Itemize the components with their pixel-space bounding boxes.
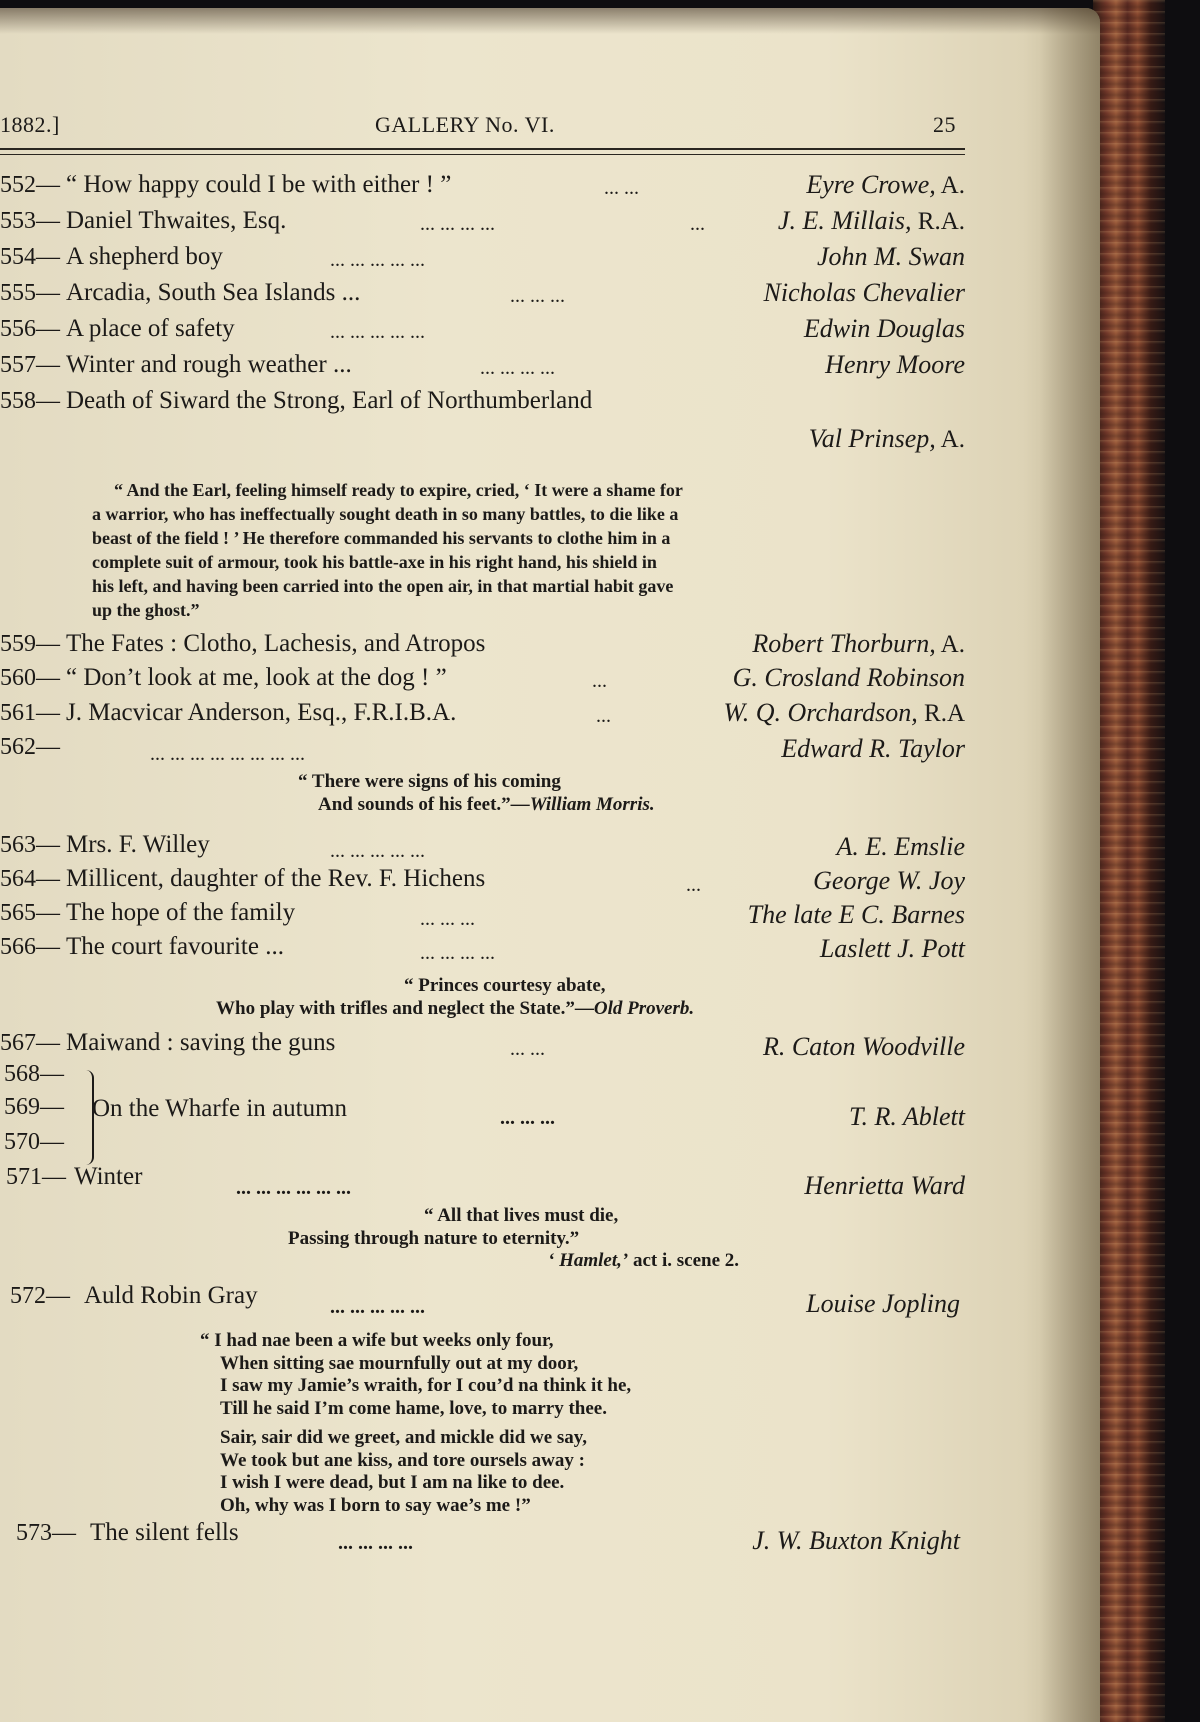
artist-name: George W. Joy <box>813 866 965 895</box>
entry-artist <box>748 900 965 930</box>
entry-number: 573— <box>16 1520 76 1546</box>
entry-title: The hope of the family <box>66 899 296 926</box>
artist-name: R. Caton Woodville <box>763 1032 965 1061</box>
leader-dots: ... ... ... ... ... <box>330 321 425 343</box>
quote-line: Who play with trifles and neglect the State.”— <box>216 997 594 1019</box>
entry-number: 558— <box>0 388 60 414</box>
page-edge-shadow <box>1040 8 1100 1722</box>
header-rule-thin <box>0 154 965 155</box>
leader-dots: ... ... ... ... ... <box>330 249 425 271</box>
artist-rank: A. <box>935 426 965 453</box>
entry-title: “ Don’t look at me, look at the dog ! ” <box>66 664 447 691</box>
quotation-571 <box>288 1205 739 1273</box>
leader-dots: ... ... ... <box>510 285 565 307</box>
entry-artist <box>763 1032 965 1062</box>
leader-dots: ... ... ... <box>420 908 475 930</box>
entry-number: 560— <box>0 665 60 691</box>
entry-title: A place of safety <box>66 315 235 342</box>
leader-dots: ... ... ... ... ... ... <box>236 1177 351 1199</box>
entry-artist <box>849 1102 965 1132</box>
artist-name: Henry Moore <box>825 350 965 379</box>
entry-title: Winter and rough weather ... <box>66 351 352 378</box>
entry-title: Death of Siward the Strong, Earl of Northumberland <box>66 387 593 414</box>
entry-artist <box>752 1526 960 1556</box>
quotation-566 <box>216 975 694 1020</box>
entry-number: 554— <box>0 244 60 270</box>
quote-line: “ There were signs of his coming <box>298 771 561 792</box>
artist-name: Henrietta Ward <box>804 1171 965 1200</box>
artist-name: The late E C. Barnes <box>747 900 965 929</box>
header-year: 1882.] <box>0 112 60 137</box>
entry-artist <box>806 170 965 200</box>
entry-title: Maiwand : saving the guns <box>66 1029 336 1056</box>
entry-title: The court favourite ... <box>66 933 284 960</box>
quote-attribution: Old Proverb. <box>593 997 695 1019</box>
artist-name: Eyre Crowe, <box>806 170 936 199</box>
entry-number: 570— <box>4 1129 64 1155</box>
entry-title: Mrs. F. Willey <box>66 831 210 858</box>
entry-artist <box>764 278 965 308</box>
quote-line: his left, and having been carried into the open air, in that martial habit gave <box>92 576 674 596</box>
quote-line: “ All that lives must die, <box>424 1205 619 1226</box>
quote-line: Sair, sair did we greet, and mickle did we say, <box>220 1427 588 1448</box>
artist-rank: A. <box>935 172 965 199</box>
leader-dots: ... ... ... ... ... <box>330 1296 425 1318</box>
entry-number: 565— <box>0 900 60 926</box>
artist-name: J. W. Buxton Knight <box>752 1526 960 1555</box>
book-page <box>0 8 1100 1722</box>
entry-artist <box>817 242 965 272</box>
page-top-shadow <box>0 8 1100 34</box>
entry-title: “ How happy could I be with either ! ” <box>66 171 452 198</box>
quotation-572 <box>200 1330 631 1517</box>
header-title: GALLERY No. VI. <box>375 112 555 137</box>
entry-title: Arcadia, South Sea Islands ... <box>66 279 361 306</box>
entry-artist <box>813 866 965 896</box>
entry-artist <box>778 206 965 236</box>
entry-artist <box>836 832 965 862</box>
entry-title: The silent fells <box>90 1519 239 1546</box>
leader-dots: ... ... ... ... <box>420 942 495 964</box>
quote-line: up the ghost.” <box>92 600 200 620</box>
quotation-562 <box>298 771 655 816</box>
entry-artist <box>723 698 965 728</box>
entry-title: Winter <box>74 1163 143 1190</box>
leader-dots: ... <box>592 670 607 692</box>
entry-number: 559— <box>0 631 60 657</box>
entry-title: On the Wharfe in autumn <box>92 1095 348 1122</box>
entry-number: 553— <box>0 208 60 234</box>
quotation-558 <box>92 478 683 622</box>
artist-name: Robert Thorburn, <box>752 629 936 658</box>
leader-dots: ... ... ... ... <box>420 213 495 235</box>
artist-name: Edward R. Taylor <box>781 734 965 763</box>
entry-number: 555— <box>0 280 60 306</box>
leader-dots: ... <box>686 874 701 896</box>
quote-line: a warrior, who has ineffectually sought death in so many battles, to die like a <box>92 504 679 524</box>
entry-number: 562— <box>0 734 60 760</box>
artist-name: John M. Swan <box>816 242 965 271</box>
entry-title: Millicent, daughter of the Rev. F. Hichens <box>66 865 486 892</box>
quote-line: I saw my Jamie’s wraith, for I cou’d na think it he, <box>220 1375 632 1396</box>
artist-name: Laslett J. Pott <box>819 934 965 963</box>
quote-line: We took but ane kiss, and tore oursels away : <box>220 1449 585 1471</box>
artist-name: Edwin Douglas <box>803 314 965 343</box>
artist-name: T. R. Ablett <box>848 1102 965 1131</box>
quote-reference: act i. scene 2. <box>628 1250 740 1271</box>
entry-number: 561— <box>0 700 60 726</box>
artist-rank: R.A <box>917 700 965 727</box>
leader-dots: ... ... <box>604 177 639 199</box>
page-number: 25 <box>933 112 956 137</box>
entry-number: 557— <box>0 352 60 378</box>
artist-name: Louise Jopling <box>806 1289 960 1318</box>
entry-number: 564— <box>0 866 60 892</box>
entry-artist <box>809 424 965 454</box>
artist-name: W. Q. Orchardson, <box>723 698 918 727</box>
quote-line: Oh, why was I born to say wae’s me !” <box>220 1494 531 1516</box>
entry-artist <box>804 314 965 344</box>
artist-rank: A. <box>935 631 965 658</box>
header-rule <box>0 148 965 150</box>
quote-line: Till he said I’m come hame, love, to marry thee. <box>220 1397 607 1419</box>
quote-line: Passing through nature to eternity.” <box>288 1227 580 1249</box>
entry-number: 568— <box>4 1061 64 1087</box>
entry-artist <box>806 1289 960 1319</box>
artist-name: Val Prinsep, <box>808 424 936 453</box>
leader-dots: ... ... <box>510 1038 545 1060</box>
entry-artist <box>820 934 965 964</box>
quote-line: I wish I were dead, but I am na like to dee. <box>220 1472 565 1493</box>
quote-line: “ And the Earl, feeling himself ready to expire, cried, ‘ It were a shame for <box>114 480 683 500</box>
entry-title: The Fates : Clotho, Lachesis, and Atropos <box>66 630 486 657</box>
artist-rank: R.A. <box>911 208 965 235</box>
entry-number: 571— <box>6 1164 66 1190</box>
quote-line: And sounds of his feet.”— <box>318 793 530 815</box>
entry-number: 552— <box>0 172 60 198</box>
entry-number: 569— <box>4 1094 64 1120</box>
entry-title: Auld Robin Gray <box>84 1282 258 1309</box>
quote-line: When sitting sae mournfully out at my door, <box>220 1352 579 1374</box>
entry-number: 566— <box>0 934 60 960</box>
entry-title: Daniel Thwaites, Esq. <box>66 207 287 234</box>
entry-number: 567— <box>0 1030 60 1056</box>
leader-dots: ... ... ... ... ... <box>330 840 425 862</box>
entry-title: A shepherd boy <box>66 243 223 270</box>
quote-line: “ Princes courtesy abate, <box>404 975 606 996</box>
artist-name: Nicholas Chevalier <box>763 278 965 307</box>
leader-dots: ... <box>690 213 705 235</box>
entry-artist <box>733 663 965 693</box>
entry-number: 563— <box>0 832 60 858</box>
leader-dots: ... ... ... ... <box>480 357 555 379</box>
entry-artist <box>752 629 965 659</box>
entry-number: 556— <box>0 316 60 342</box>
leader-dots: ... ... ... <box>500 1107 555 1129</box>
artist-name: J. E. Millais, <box>777 206 912 235</box>
quote-line: beast of the field ! ’ He therefore commanded his servants to clothe him in a <box>92 528 671 548</box>
artist-name: A. E. Emslie <box>836 832 965 861</box>
leader-dots: ... <box>596 705 611 727</box>
artist-name: G. Crosland Robinson <box>732 663 965 692</box>
leader-dots: ... ... ... ... <box>338 1532 413 1554</box>
entry-artist <box>804 1171 965 1201</box>
quote-attribution: William Morris. <box>529 793 655 815</box>
leader-dots: ... ... ... ... ... ... ... ... <box>150 743 305 765</box>
entry-title: J. Macvicar Anderson, Esq., F.R.I.B.A. <box>66 699 457 726</box>
entry-artist <box>825 350 965 380</box>
quote-source: ‘ Hamlet,’ <box>548 1250 629 1271</box>
entry-artist <box>781 734 965 764</box>
quote-line: “ I had nae been a wife but weeks only four, <box>200 1330 554 1351</box>
book-page-edges <box>1093 0 1165 1722</box>
quote-line: complete suit of armour, took his battle-axe in his right hand, his shield in <box>92 552 657 572</box>
entry-number: 572— <box>10 1283 70 1309</box>
